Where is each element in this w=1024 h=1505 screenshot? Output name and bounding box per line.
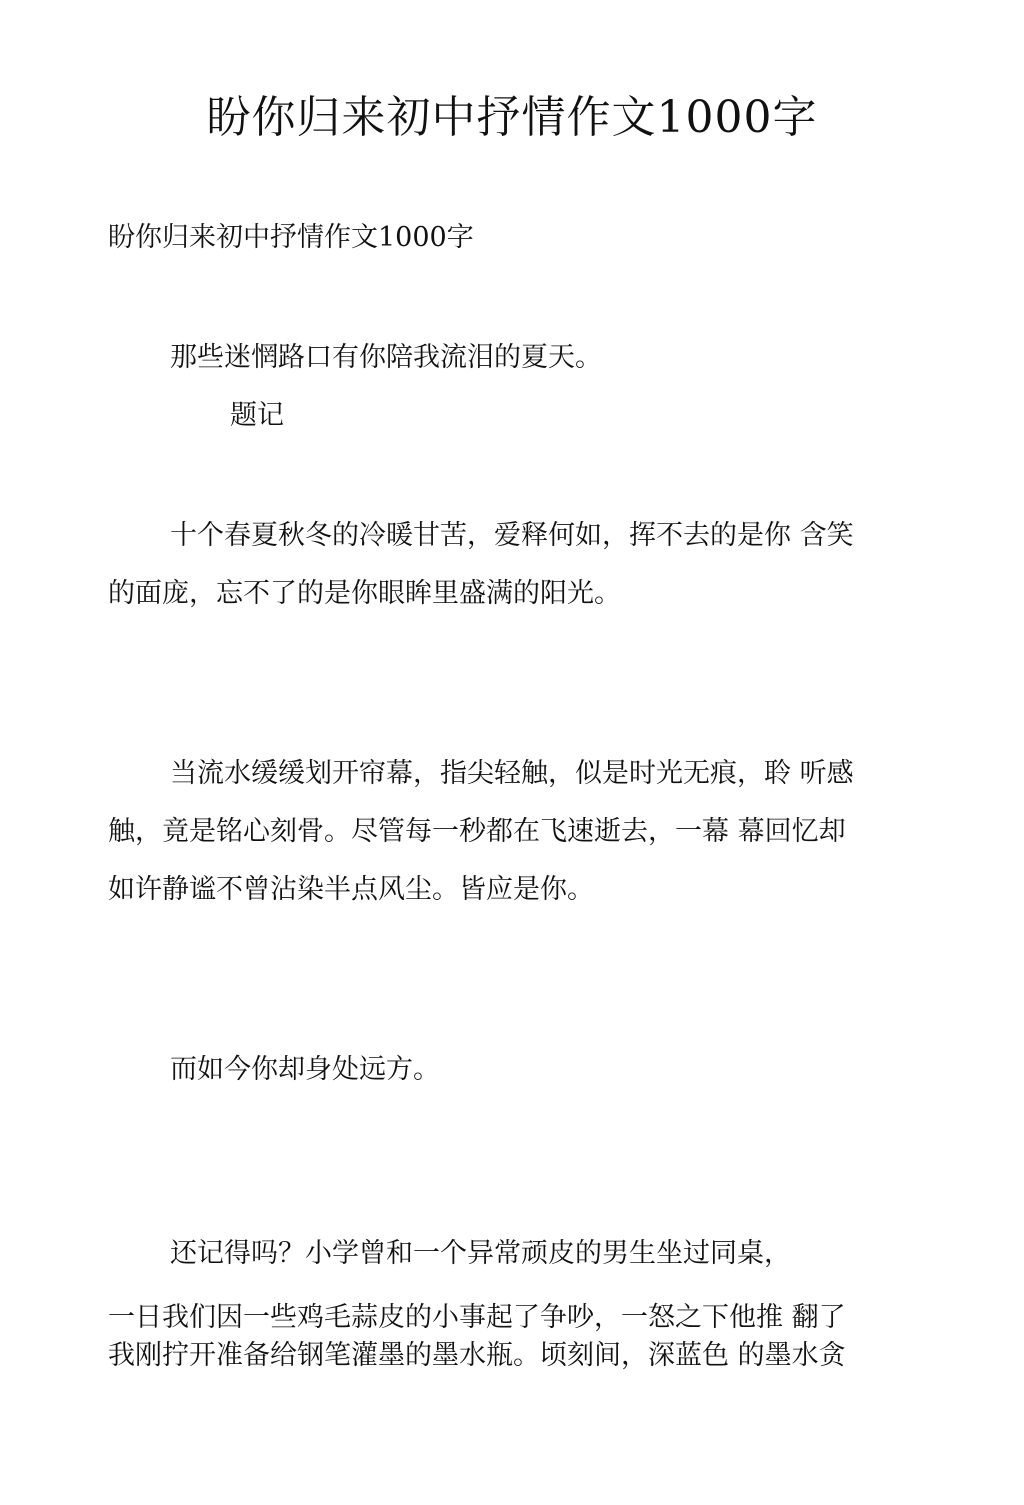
- paragraph-5-line-2: 一日我们因一些鸡毛蒜皮的小事起了争吵，一怒之下他推 翻了: [108, 1302, 846, 1333]
- paragraph-3-line-3: 如许静谧不曾沾染半点风尘。皆应是你。: [108, 874, 594, 905]
- paragraph-epigraph: 那些迷惘路口有你陪我流泪的夏天。: [170, 342, 602, 373]
- paragraph-2-line-2: 的面庞，忘不了的是你眼眸里盛满的阳光。: [108, 578, 621, 609]
- paragraph-5-line-1: 还记得吗？小学曾和一个异常顽皮的男生坐过同桌，: [170, 1238, 791, 1269]
- paragraph-3-line-2: 触，竟是铭心刻骨。尽管每一秒都在飞速逝去，一幕 幕回忆却: [108, 816, 846, 847]
- paragraph-3-line-1: 当流水缓缓划开帘幕，指尖轻触，似是时光无痕，聆 听感: [170, 758, 854, 789]
- paragraph-4: 而如今你却身处远方。: [170, 1054, 440, 1085]
- document-title: 盼你归来初中抒情作文1000字: [206, 92, 818, 143]
- paragraph-2-line-1: 十个春夏秋冬的冷暖甘苦，爱释何如，挥不去的是你 含笑: [170, 520, 854, 551]
- document-subtitle: 盼你归来初中抒情作文1000字: [108, 222, 474, 253]
- epigraph-attribution: 题记: [230, 400, 284, 431]
- paragraph-5-line-3: 我刚拧开准备给钢笔灌墨的墨水瓶。顷刻间，深蓝色 的墨水贪: [108, 1340, 846, 1371]
